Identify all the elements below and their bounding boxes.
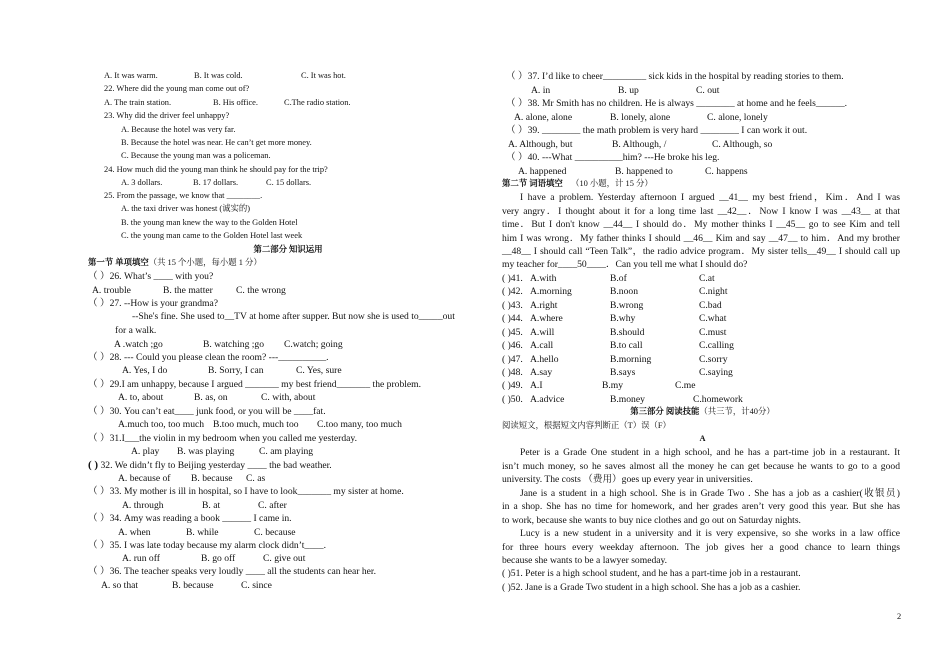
q24-option-c: C. 15 dollars. [266,178,312,187]
cloze-option-c: C.bad [699,300,722,311]
q24-option-b: B. 17 dollars. [193,178,239,187]
q26-option-b: B. the matter [163,285,213,296]
cloze-option-c: C.what [699,313,727,324]
q34-option-a: A. when [118,527,151,538]
passage-line: I have a problem. Yesterday afternoon I argued __41__ my best friend，Kim．And I was [520,192,900,203]
reading-line: Lucy is a new student in a university and it is very expensive, so she works in a law office [520,528,900,539]
cloze-option-c: C.sorry [699,354,728,365]
cloze-option-b: B.noon [610,286,638,297]
q23-option-b: B. Because the hotel was near. He can’t get more money. [121,138,312,147]
cloze-number: ( )47. [502,354,523,365]
reading-instructions: 阅读短文，根据短文内容判断正（T）误（F） [502,421,671,430]
reading-line: Peter is a Grade One student in a high school, and he has a part-time job in a restaurant. It [520,447,900,458]
part2-heading: 第二部分 知识运用 [253,245,323,254]
q26-option-c: C. the wrong [236,285,286,296]
q28-option-c: C. Yes, sure [296,365,342,376]
cloze-option-c: C.at [699,273,715,284]
section2-heading [502,180,653,188]
q25-option-a: A. the taxi driver was honest (诚实的) [121,204,251,213]
q29-option-a: A. to, about [118,392,164,403]
cloze-option-b: B.should [610,327,645,338]
q33-option-b: B. at [202,500,221,511]
q37-option-c: C. out [696,85,720,96]
section1-title: 第一节 单项填空 [88,258,149,267]
cloze-number: ( )48. [502,367,523,378]
q30-option-a: A.much too, too much [118,419,205,430]
q24-question: 24. How much did the young man think he should pay for the trip? [104,165,328,174]
q24-option-a: A. 3 dollars. [121,178,163,187]
cloze-option-a: A.hello [530,354,559,365]
q25-option-c: C. the young man came to the Golden Hotel last week [121,231,303,240]
q32-option-c: C. as [246,473,266,484]
passage-a-label: A [699,434,706,443]
q37-option-b: B. up [618,85,639,96]
cloze-number: ( )44. [502,313,523,324]
q26-question: （ ）26. What’s ____ with you? [88,271,214,282]
q29-option-c: C. with, about [261,392,316,403]
cloze-option-a: A.right [530,300,558,311]
cloze-option-a: A.I [530,380,543,391]
q30-question: （ ）30. You can’t eat____ junk food, or you will be ____fat. [88,406,326,417]
q29-option-b: B. as, on [194,392,228,403]
q38-question: （ ）38. Mr Smith has no children. He is always ________ at home and he feels______. [506,98,848,109]
cloze-option-a: A.call [530,340,554,351]
q32-option-a: A. because of [118,473,171,484]
cloze-option-b: B.morning [610,354,652,365]
page-number: 2 [897,612,902,621]
q23-option-a: A. Because the hotel was very far. [121,125,236,134]
q22-option-b: B. His office. [213,98,258,107]
reading-line: university. The costs （费用）goes up every year in universities. [502,474,753,485]
q32-option-b: B. because [191,473,233,484]
q35-option-c: C. give out [263,553,306,564]
q27-option-b: B. watching ;go [203,339,265,350]
q27-question: （ ）27. --How is your grandma? [88,298,219,309]
q38-option-b: B. lonely, alone [610,112,671,123]
q28-question: （ ）28. --- Could you please clean the room? ---__________. [88,352,329,363]
q39-question: （ ）39. ________ the math problem is very hard ________ I can work it out. [506,125,808,136]
q29-question: （ ）29.I am unhappy, because I argued _______ my best friend_______ the problem. [88,379,422,390]
cloze-option-c: C.saying [699,367,733,378]
part3-note: （共三节，计40分） [699,407,775,416]
cloze-option-a: A.where [530,313,563,324]
part3-heading [500,408,905,416]
cloze-option-a: A.will [530,327,555,338]
passage-line: __48__ I should call “Teen Talk”，the radio advice program．My sister tells__49__ I should call up [502,246,900,257]
q25-question: 25. From the passage, we know that ________. [104,191,263,200]
q36-question: （ ）36. The teacher speaks very loudly ____ all the students can hear her. [88,566,376,577]
cloze-option-b: B.why [610,313,636,324]
cloze-option-a: A.morning [530,286,572,297]
q34-option-b: B. while [186,527,219,538]
cloze-number: ( )42. [502,286,523,297]
section1-note: （共 15 个小题，每小题 1 分） [148,258,262,267]
q21-option-c: C. It was hot. [301,71,346,80]
q32-bracket: ( ) [88,459,99,471]
q28-option-a: A. Yes, I do [122,365,168,376]
q36-option-b: B. because [172,580,214,591]
q33-option-a: A. through [122,500,164,511]
q21-option-a: A. It was warm. [104,71,158,80]
passage-line: my teacher for____50____．Can you tell me what I should do? [502,259,748,270]
section1-heading [88,259,262,267]
reading-line: in a shop. She has no time for homework, and her grades aren’t very good this year. But she has [502,501,900,512]
cloze-option-b: B.wrong [610,300,644,311]
q28-option-b: B. Sorry, I can [208,365,264,376]
passage-line: time．But I don't know __44__ I should do．My mother thinks I __45__ go to see Kim and tell [502,219,900,230]
part3-title: 第三部分 阅读技能 [630,407,700,416]
reading-line: isn’t much money, so he saves almost all the money he can get because he wants to go to a good [502,461,900,472]
q37-option-a: A. in [531,85,551,96]
cloze-number: ( )49. [502,380,523,391]
q27-line2: --She's fine. She used to__TV at home after supper. But now she is used to_____out [132,311,455,322]
cloze-option-b: B.money [610,394,645,405]
cloze-number: ( )50. [502,394,523,405]
q32-question [88,460,332,471]
q33-question: （ ）33. My mother is ill in hospital, so I have to look_______ my sister at home. [88,486,404,497]
q31-question: （ ）31.I___the violin in my bedroom when you called me yesterday. [88,433,358,444]
cloze-option-c: C.calling [699,340,734,351]
section2-title: 第二节 词语填空 [502,179,563,188]
q37-question: （ ）37. I’d like to cheer_________ sick kids in the hospital by reading stories to them. [506,71,844,82]
q38-option-a: A. alone, alone [514,112,573,123]
q30-option-b: B.too much, much too [213,419,299,430]
q35-option-a: A. run off [122,553,160,564]
q22-option-c: C.The radio station. [284,98,351,107]
q34-question: （ ）34. Amy was reading a book ______ I came in. [88,513,292,524]
cloze-option-c: C.me [675,380,696,391]
reading-line: Jane is a student in a high school. She is in Grade Two . She has a job as a cashier(收银员) [520,488,900,499]
cloze-option-c: C.night [699,286,728,297]
cloze-option-a: A.say [530,367,553,378]
q39-option-c: C. Although, so [712,139,773,150]
q35-question: （ ）35. I was late today because my alarm clock didn’t____. [88,540,327,551]
q33-option-c: C. after [258,500,287,511]
q40-option-c: C. happens [705,166,748,177]
q25-option-b: B. the young man knew the way to the Golden Hotel [121,218,298,227]
q39-option-a: A. Although, but [508,139,573,150]
q51-statement: ( )51. Peter is a high school student, and he has a part-time job in a restaurant. [502,568,801,579]
reading-line: to work, because she wants to buy nice clothes and go out on Saturday nights. [502,515,801,526]
cloze-option-a: A.with [530,273,557,284]
cloze-option-b: B.my [602,380,624,391]
q36-option-c: C. since [241,580,272,591]
q31-option-c: C. am playing [259,446,314,457]
q31-option-a: A. play [131,446,160,457]
section2-note: （10 小题，计 15 分） [571,179,653,188]
q22-option-a: A. The train station. [104,98,172,107]
cloze-option-c: C.homework [693,394,743,405]
q40-question: （ ）40. ---What __________him? ---He broke his leg. [506,152,720,163]
q52-statement: ( )52. Jane is a Grade Two student in a high school. She has a job as a cashier. [502,582,801,593]
passage-line: him I was wrong．My father thinks I should __46__ Kim and say __47__ to him．And my brother [502,233,900,244]
q23-question: 23. Why did the driver feel unhappy? [104,111,230,120]
cloze-number: ( )46. [502,340,523,351]
q40-option-b: B. happened to [615,166,673,177]
cloze-option-a: A.advice [530,394,565,405]
q30-option-c: C.too many, too much [317,419,402,430]
q26-option-a: A. trouble [92,285,131,296]
reading-line: because she wants to be a lawyer someday. [502,555,668,566]
reading-line: for three hours every weekday afternoon. The job gives her a good chance to learn things [502,542,900,553]
cloze-number: ( )45. [502,327,523,338]
q38-option-c: C. alone, lonely [707,112,768,123]
q21-option-b: B. It was cold. [194,71,243,80]
q27-option-a: A .watch ;go [114,339,163,350]
q40-option-a: A. happened [518,166,567,177]
q22-question: 22. Where did the young man come out of? [104,84,250,93]
q27-line3: for a walk. [115,325,157,336]
cloze-option-c: C.must [699,327,727,338]
q32-text: 32. We didn’t fly to Beijing yesterday ____ the bad weather. [100,460,332,471]
q36-option-a: A. so that [101,580,139,591]
cloze-option-b: B.to call [610,340,643,351]
cloze-option-b: B.of [610,273,627,284]
q34-option-c: C. because [254,527,296,538]
q35-option-b: B. go off [201,553,236,564]
passage-line: very angry．I thought about it for a long time last __42__．Now I know I was __43__ at that [502,206,900,217]
cloze-option-b: B.says [610,367,636,378]
q39-option-b: B. Although, / [612,139,667,150]
q27-option-c: C.watch; going [284,339,343,350]
cloze-number: ( )41. [502,273,523,284]
cloze-number: ( )43. [502,300,523,311]
q23-option-c: C. Because the young man was a policeman. [121,151,271,160]
q31-option-b: B. was playing [177,446,235,457]
